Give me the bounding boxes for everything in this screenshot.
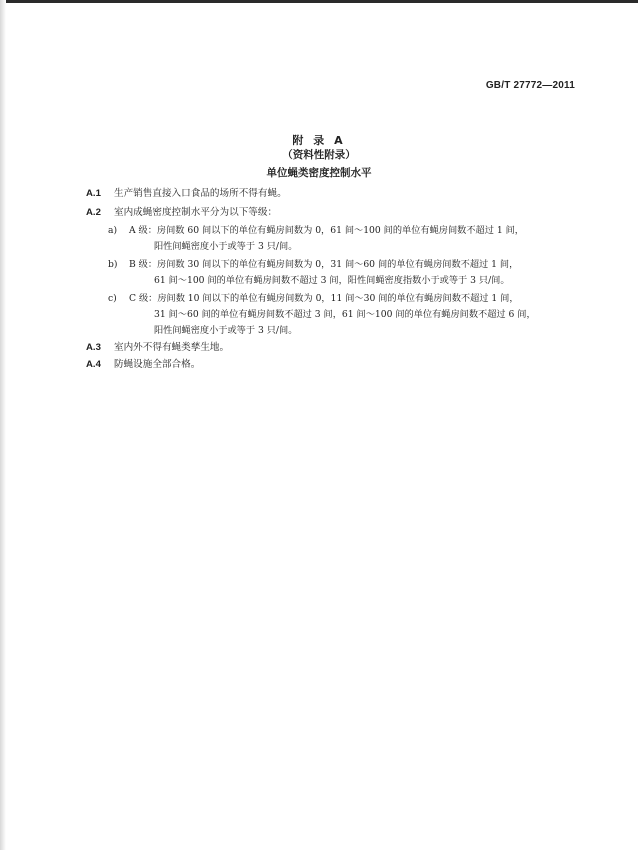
clause-number: A.1 [86,188,101,199]
level-c-line2: 31 间～60 间的单位有蝇房间数不超过 3 间，61 间～100 间的单位有蝇房间数不超过 6 间， [154,309,536,320]
clause-number: A.2 [86,207,101,218]
clause-a2 [86,205,277,220]
level-text: A 级：房间数 60 间以下的单位有蝇房间数为 0，61 间～100 间的单位有蝇房间数不超过 1 间， [129,225,524,236]
level-a-line2: 阳性间蝇密度小于或等于 3 只/间。 [154,241,298,252]
clause-text: 防蝇设施全部合格。 [114,359,201,370]
level-b-line1 [108,257,518,272]
level-c-line1 [108,291,519,306]
appendix-title: 附 录 A [292,134,346,147]
list-label: a) [108,225,118,236]
appendix-subtitle: （资料性附录） [282,149,356,161]
level-a-line1 [108,223,524,238]
scan-shadow [0,0,6,850]
clause-text: 室内成蝇密度控制水平分为以下等级： [114,207,278,218]
level-text: C 级：房间数 10 间以下的单位有蝇房间数为 0，11 间～30 间的单位有蝇房间数不超过 1 间， [129,293,519,304]
appendix-heading: 单位蝇类密度控制水平 [266,167,372,179]
list-label: b) [108,259,118,270]
level-c-line3: 阳性间蝇密度小于或等于 3 只/间。 [154,325,298,336]
list-label: c) [108,293,117,304]
clause-a1 [86,186,287,201]
clause-a4 [86,357,200,372]
level-text: B 级：房间数 30 间以下的单位有蝇房间数为 0，31 间～60 间的单位有蝇房间数不超过 1 间， [129,259,519,270]
standard-number: GB/T 27772—2011 [485,80,575,91]
clause-text: 生产销售直接入口食品的场所不得有蝇。 [114,188,287,199]
level-b-line2: 61 间～100 间的单位有蝇房间数不超过 3 间，阳性间蝇密度指数小于或等于 3 只/间。 [154,275,510,286]
page-top-edge [0,0,638,3]
clause-text: 室内外不得有蝇类孳生地。 [114,342,230,353]
clause-number: A.4 [86,359,101,370]
clause-a3 [86,340,229,355]
clause-number: A.3 [86,342,101,353]
